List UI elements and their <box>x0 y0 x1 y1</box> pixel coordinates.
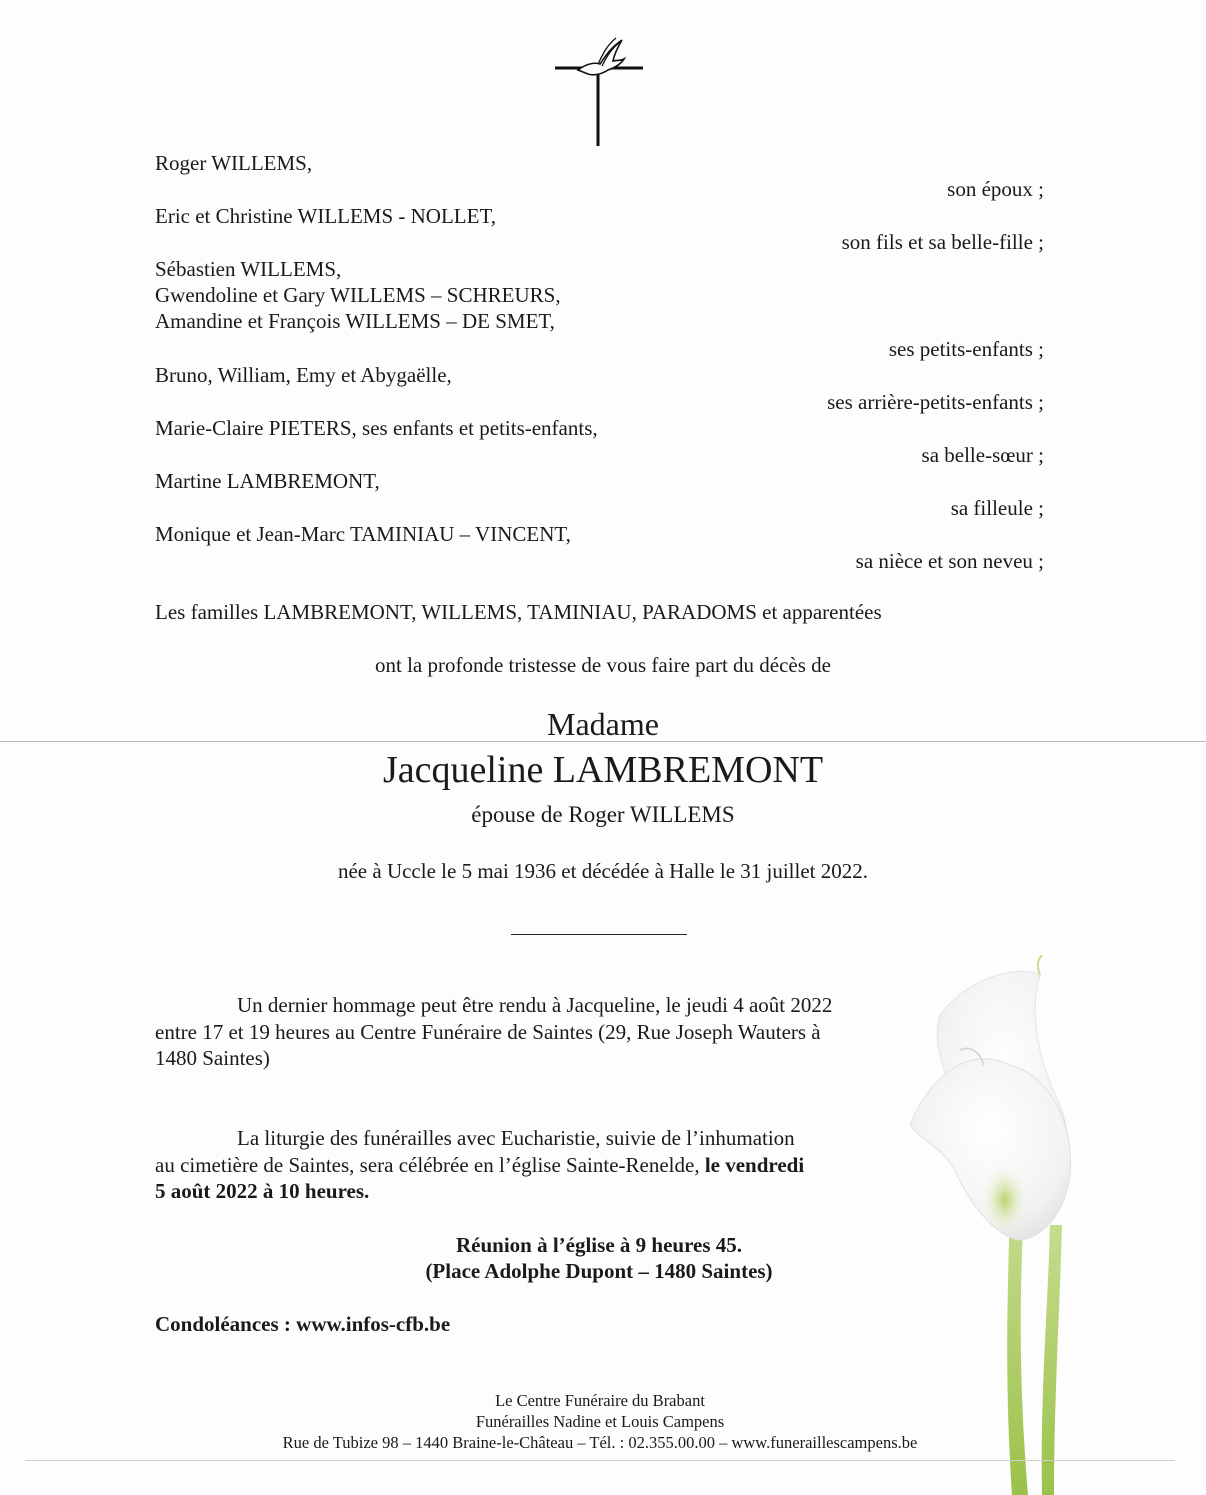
family-name: Gwendoline et Gary WILLEMS – SCHREURS, <box>155 283 561 307</box>
liturgie-date: le vendredi <box>704 1152 805 1177</box>
family-relation: sa belle-sœur ; <box>921 443 1044 467</box>
footer-line: Le Centre Funéraire du Brabant <box>495 1391 705 1410</box>
footer-line: Rue de Tubize 98 – 1440 Braine-le-Château – Tél. : 02.355.00.00 – www.funeraillescampens.be <box>282 1433 918 1452</box>
liturgie-line: au cimetière de Saintes, sera célébrée en l’église Sainte-Renelde, <box>155 1152 700 1177</box>
deceased-title: Madame <box>547 706 659 742</box>
family-relation: son fils et sa belle-fille ; <box>841 230 1044 254</box>
family-name: Bruno, William, Emy et Abygaëlle, <box>155 363 452 387</box>
deceased-spouse: épouse de Roger WILLEMS <box>471 802 735 827</box>
announce-line: ont la profonde tristesse de vous faire part du décès de <box>374 653 831 677</box>
reunion-line: Réunion à l’église à 9 heures 45. <box>455 1233 743 1257</box>
family-name: Marie-Claire PIETERS, ses enfants et petits-enfants, <box>155 416 598 440</box>
hommage-line: entre 17 et 19 heures au Centre Funéraire de Saintes (29, Rue Joseph Wauters à <box>155 1019 821 1044</box>
liturgie-paragraph <box>155 1125 883 1205</box>
family-name: Martine LAMBREMONT, <box>155 469 380 493</box>
bottom-rule <box>25 1460 1175 1461</box>
family-name: Monique et Jean-Marc TAMINIAU – VINCENT, <box>155 522 571 546</box>
hommage-line: 1480 Saintes) <box>155 1046 270 1070</box>
cross-with-dove-icon <box>550 30 650 150</box>
family-relation: ses arrière-petits-enfants ; <box>827 390 1044 414</box>
reunion-address: (Place Adolphe Dupont – 1480 Saintes) <box>425 1259 773 1283</box>
family-name: Eric et Christine WILLEMS - NOLLET, <box>155 204 496 228</box>
family-name: Amandine et François WILLEMS – DE SMET, <box>155 309 555 333</box>
hommage-paragraph <box>155 992 895 1072</box>
footer-line: Funérailles Nadine et Louis Campens <box>475 1412 725 1431</box>
deceased-name: Jacqueline LAMBREMONT <box>382 749 824 791</box>
hommage-line: Un dernier hommage peut être rendu à Jacqueline, le jeudi 4 août 2022 <box>237 993 833 1017</box>
family-relation: sa filleule ; <box>950 496 1044 520</box>
family-relation: son époux ; <box>947 177 1044 201</box>
deceased-dates: née à Uccle le 5 mai 1936 et décédée à Halle le 31 juillet 2022. <box>337 859 869 883</box>
family-name: Roger WILLEMS, <box>155 151 313 175</box>
separator-rule <box>511 934 687 935</box>
liturgie-line: La liturgie des funérailles avec Eucharistie, suivie de l’inhumation <box>237 1126 795 1150</box>
family-relation: ses petits-enfants ; <box>888 337 1044 361</box>
family-relation: sa nièce et son neveu ; <box>855 549 1044 573</box>
liturgie-date: 5 août 2022 à 10 heures. <box>155 1179 370 1203</box>
condoleances-link: Condoléances : www.infos-cfb.be <box>155 1312 451 1336</box>
family-name: Sébastien WILLEMS, <box>155 257 342 281</box>
families-line: Les familles LAMBREMONT, WILLEMS, TAMINIAU, PARADOMS et apparentées <box>155 600 882 624</box>
